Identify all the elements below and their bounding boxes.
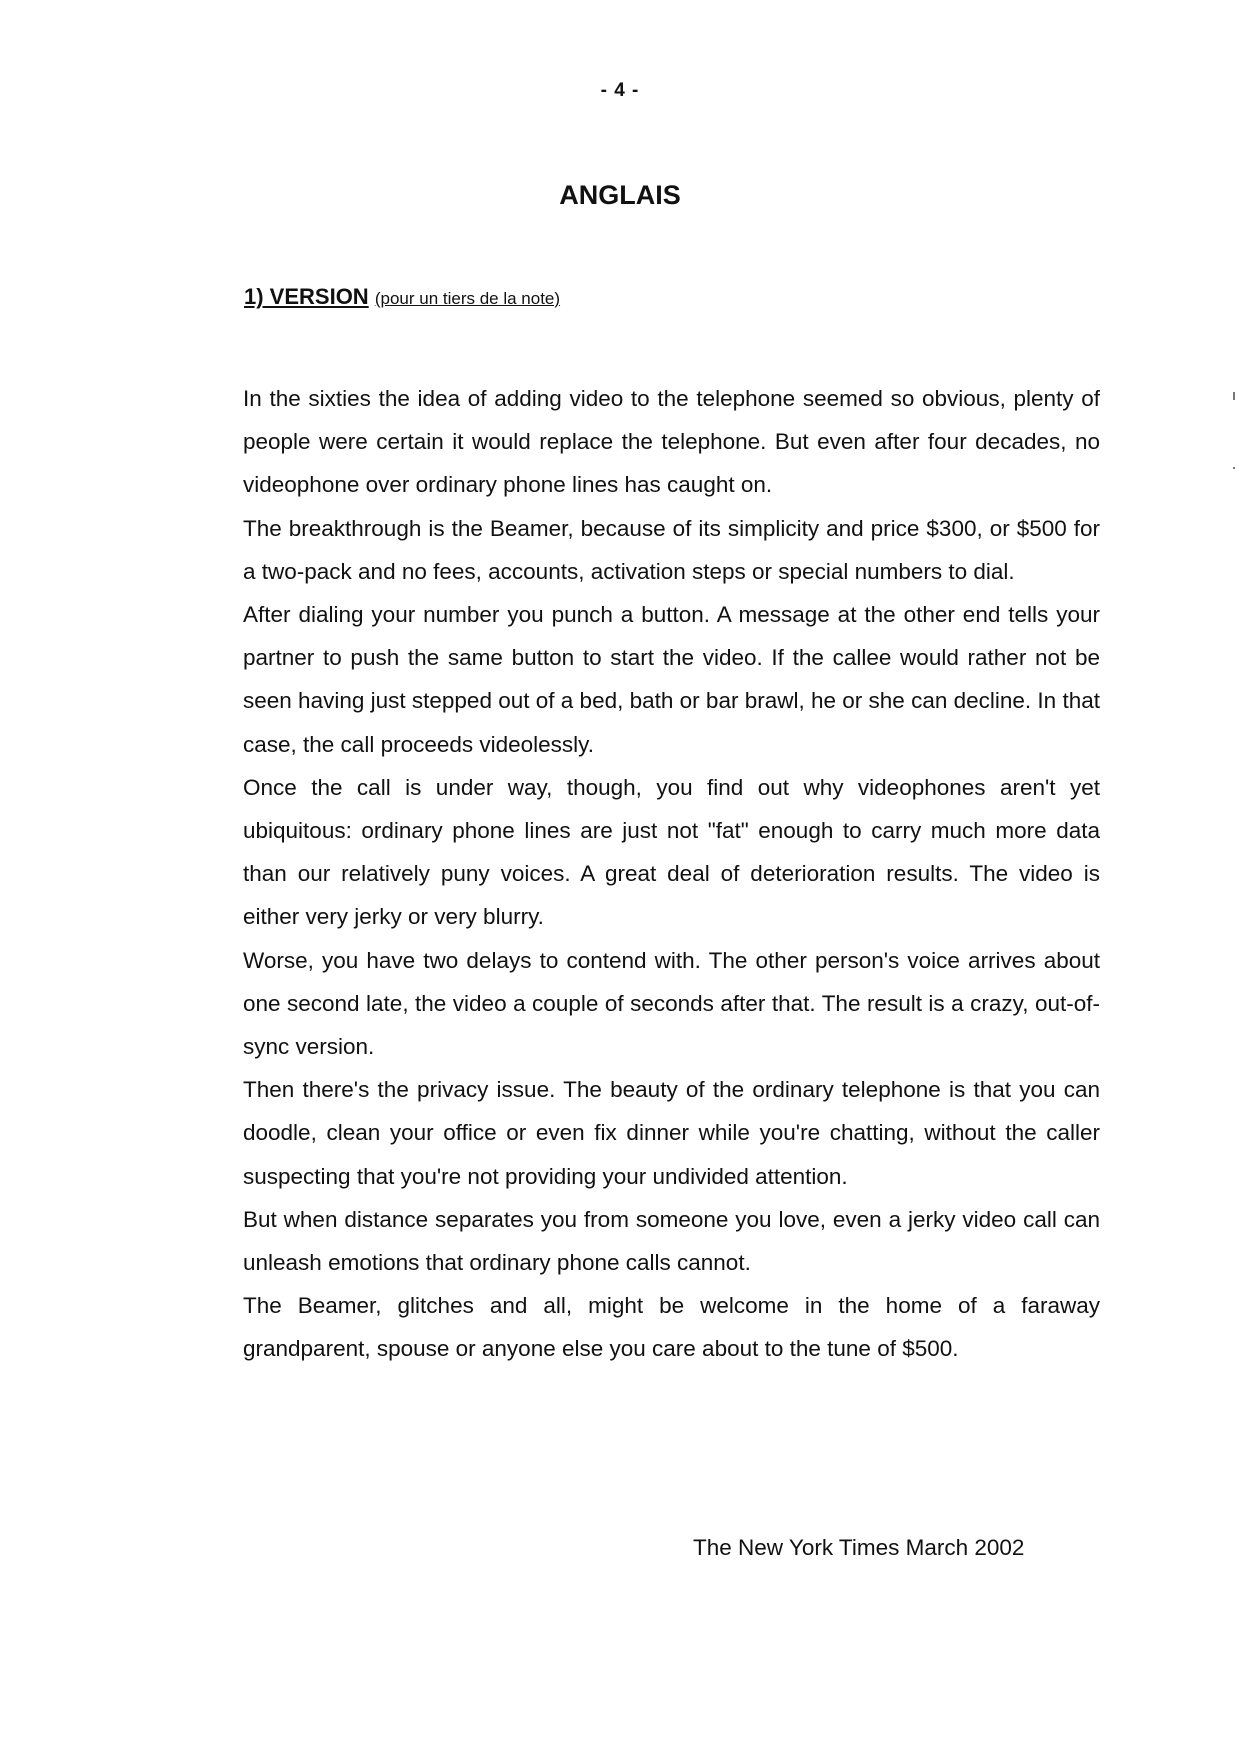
section-heading <box>244 284 560 310</box>
page-title: ANGLAIS <box>559 180 681 210</box>
paragraph: Once the call is under way, though, you find out why videophones aren't yet ubiquitous: ordinary phone lines are just not "fat" enough to carry much more data than our relatively puny voices. A great deal of deterioration results. The video is either very jerky or very blurry. <box>243 774 1100 930</box>
margin-mark <box>1233 392 1235 400</box>
section-label: 1) VERSION <box>244 284 369 309</box>
paragraph: In the sixties the idea of adding video to the telephone seemed so obvious, plenty of people were certain it would replace the telephone. But even after four decades, no videophone over ordinary phone lines has caught on. <box>243 386 1100 498</box>
article-source: The New York Times March 2002 <box>693 1535 1025 1560</box>
margin-mark <box>1233 467 1235 469</box>
paragraph: Worse, you have two delays to contend with. The other person's voice arrives about one second late, the video a couple of seconds after that. The result is a crazy, out-of-sync version. <box>243 947 1100 1060</box>
article-body <box>243 377 1100 1371</box>
paragraph: But when distance separates you from someone you love, even a jerky video call can unleash emotions that ordinary phone calls cannot. <box>243 1206 1100 1276</box>
section-note: (pour un tiers de la note) <box>374 289 561 308</box>
page-number: - 4 - <box>600 80 640 101</box>
paragraph: Then there's the privacy issue. The beauty of the ordinary telephone is that you can doodle, clean your office or even fix dinner while you're chatting, without the caller suspecting that you're not providing your undivided attention. <box>243 1077 1100 1189</box>
paragraph: The Beamer, glitches and all, might be welcome in the home of a faraway grandparent, spouse or anyone else you care about to the tune of $500. <box>243 1293 1100 1362</box>
paragraph: After dialing your number you punch a button. A message at the other end tells your partner to push the same button to start the video. If the callee would rather not be seen having just stepped out of a bed, bath or bar brawl, he or she can decline. In that case, the call proceeds videolessly. <box>243 602 1100 757</box>
paragraph: The breakthrough is the Beamer, because of its simplicity and price $300, or $500 for a two-pack and no fees, accounts, activation steps or special numbers to dial. <box>243 515 1100 584</box>
